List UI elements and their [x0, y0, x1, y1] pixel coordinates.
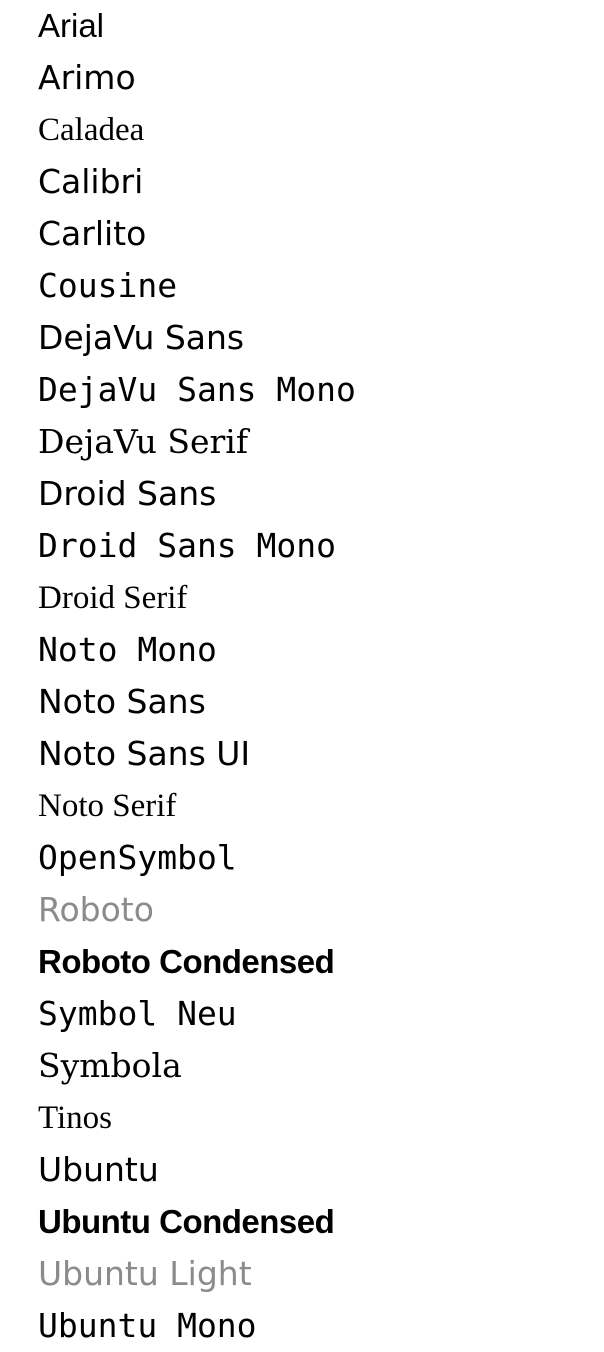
font-list-item[interactable]: Droid Serif	[38, 580, 188, 616]
font-list-item[interactable]: Symbol Neu	[38, 994, 237, 1033]
font-list-item[interactable]: Ubuntu Light	[38, 1254, 252, 1293]
font-list-item[interactable]: Tinos	[38, 1100, 113, 1136]
font-list-item[interactable]: Ubuntu Mono	[38, 1306, 257, 1345]
font-list-item[interactable]: Droid Sans	[38, 474, 217, 513]
font-list-item[interactable]: Cousine	[38, 266, 178, 305]
font-list-item[interactable]: Noto Sans UI	[38, 734, 251, 773]
font-list-item[interactable]: Carlito	[38, 214, 147, 253]
font-list-item[interactable]: Roboto Condensed	[38, 943, 335, 980]
font-list-item[interactable]: Noto Serif	[38, 788, 177, 824]
font-list-item[interactable]: DejaVu Sans	[38, 318, 245, 357]
font-list-item[interactable]: Arial	[38, 7, 105, 44]
font-list-item[interactable]: Ubuntu	[38, 1150, 159, 1189]
font-list-item[interactable]: Roboto	[38, 890, 154, 929]
font-list-item[interactable]: DejaVu Serif	[38, 422, 249, 461]
font-list-item[interactable]: Calibri	[38, 162, 144, 201]
font-list-item[interactable]: Caladea	[38, 112, 145, 148]
font-list-item[interactable]: DejaVu Sans Mono	[38, 370, 356, 409]
font-list-item[interactable]: Ubuntu Condensed	[38, 1203, 335, 1240]
font-list-item[interactable]: Noto Mono	[38, 630, 217, 669]
font-list-item[interactable]: OpenSymbol	[38, 838, 237, 877]
font-list-item[interactable]: Droid Sans Mono	[38, 526, 337, 565]
font-list-item[interactable]: Symbola	[38, 1046, 182, 1085]
font-list-item[interactable]: Noto Sans	[38, 682, 206, 721]
font-list-item[interactable]: Arimo	[38, 58, 136, 97]
